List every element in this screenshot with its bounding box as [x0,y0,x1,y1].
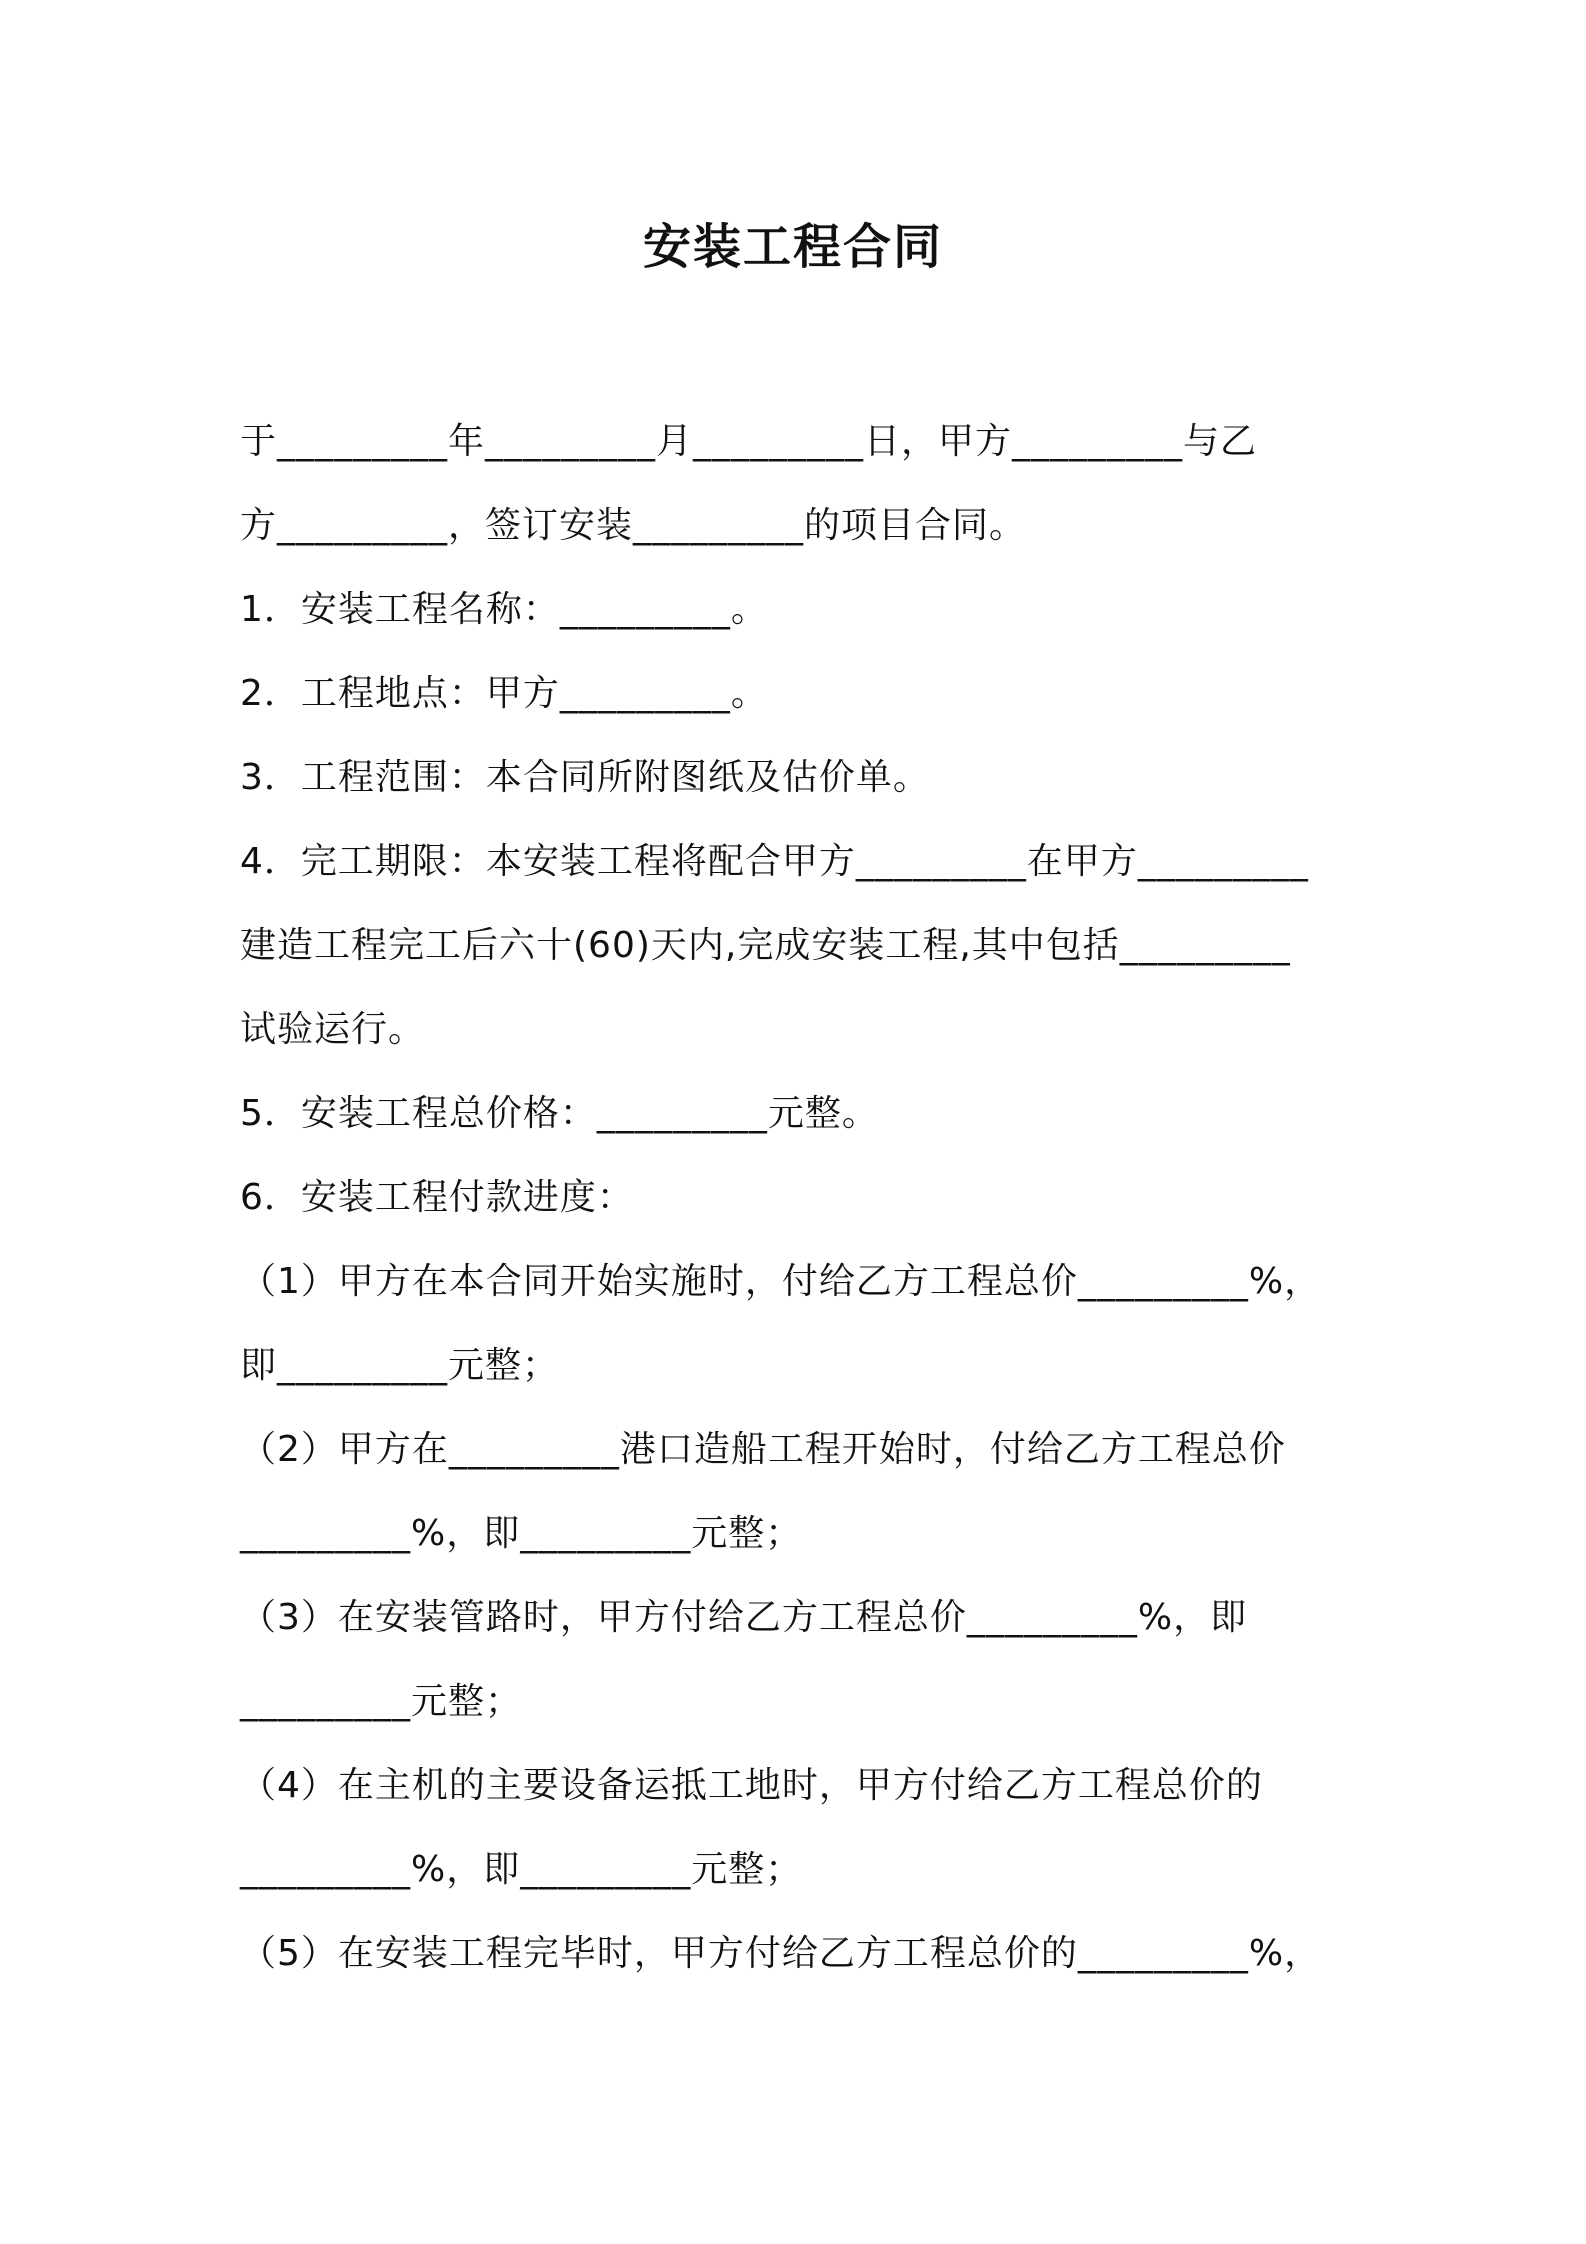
contract-line: 于_________年_________月_________日，甲方_________与乙 [240,421,1258,462]
clause-5-line: 5．安装工程总价格：_________元整。 [240,1093,879,1134]
payment-item-2-line: （2）甲方在_________港口造船工程开始时，付给乙方工程总价 [240,1429,1286,1470]
payment-item-1-line: （1）甲方在本合同开始实施时，付给乙方工程总价_________%， [240,1261,1322,1302]
payment-item-2-line: _________%，即_________元整； [240,1513,803,1554]
clause-4-line: 建造工程完工后六十(60)天内,完成安装工程,其中包括_________ [240,925,1291,966]
clause-6-line: 6．安装工程付款进度： [240,1177,634,1218]
contract-line: 方_________，签订安装_________的项目合同。 [240,505,1027,546]
payment-item-4-line: （4）在主机的主要设备运抵工地时，甲方付给乙方工程总价的 [240,1765,1263,1806]
payment-item-3-line: （3）在安装管路时，甲方付给乙方工程总价_________%，即 [240,1597,1248,1638]
clause-3-line: 3．工程范围：本合同所附图纸及估价单。 [240,757,930,798]
clause-4-line: 试验运行。 [240,1009,426,1050]
clause-4-line: 4．完工期限：本安装工程将配合甲方_________在甲方_________ [240,841,1309,882]
payment-item-4-line: _________%，即_________元整； [240,1849,803,1890]
clause-2-line: 2．工程地点：甲方_________。 [240,673,768,714]
clause-1-line: 1．安装工程名称：_________。 [240,589,768,630]
payment-item-5-line: （5）在安装工程完毕时，甲方付给乙方工程总价的_________%， [240,1933,1322,1974]
payment-item-3-line: _________元整； [240,1681,523,1722]
document-title: 安装工程合同 [642,219,943,275]
payment-item-1-line: 即_________元整； [240,1345,560,1386]
contract-body [240,400,1350,1996]
